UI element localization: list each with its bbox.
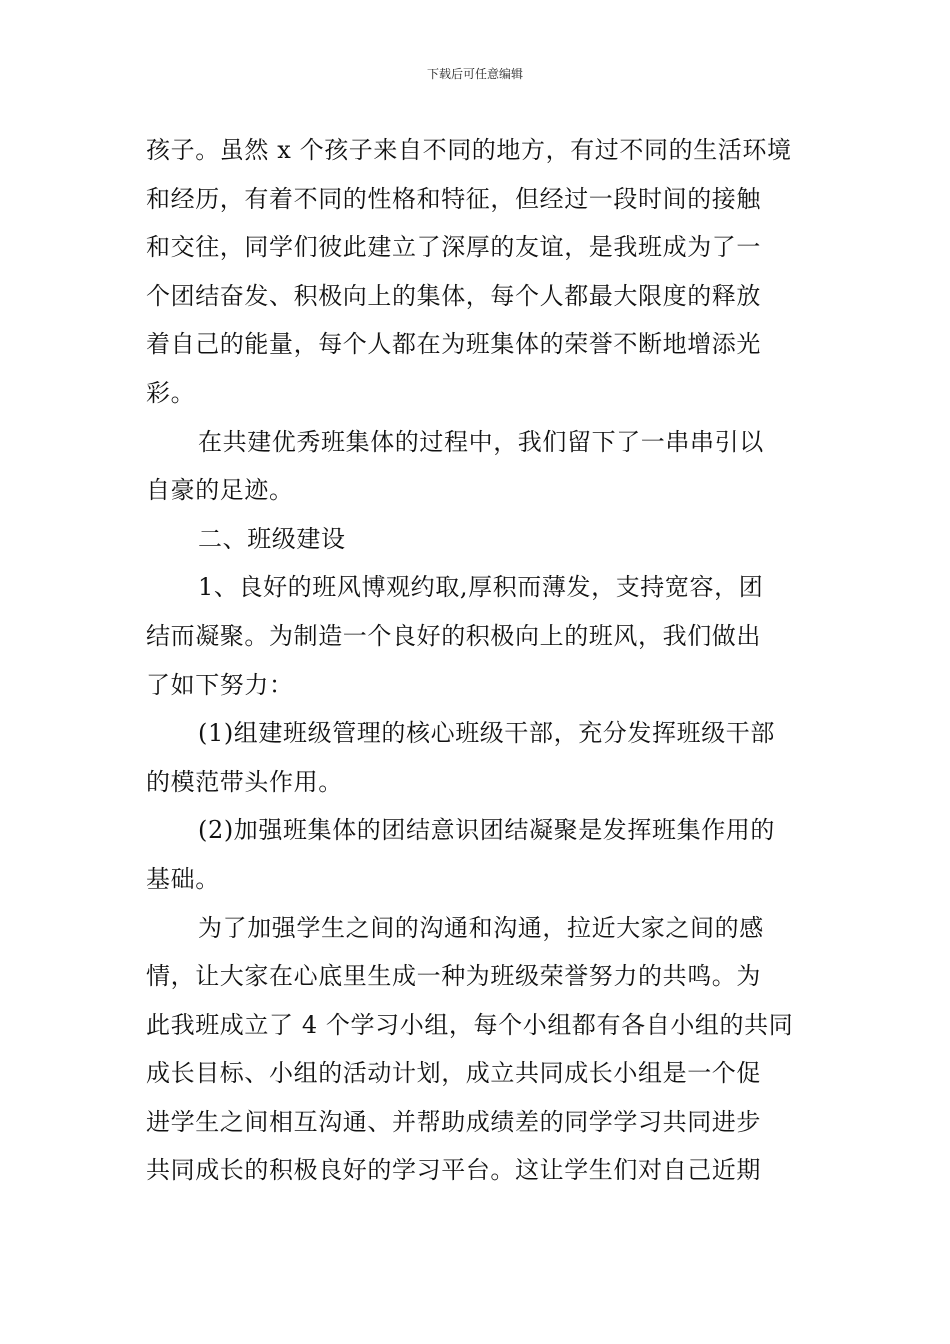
text-line: 孩子。虽然 x 个孩子来自不同的地方，有过不同的生活环境 bbox=[146, 136, 792, 164]
text-line: 了如下努力： bbox=[146, 670, 294, 699]
text-line: 的模范带头作用。 bbox=[146, 767, 343, 796]
paragraph-first-line: (2)加强班集体的团结意识团结凝聚是发挥班集作用的 bbox=[198, 816, 775, 845]
text-line: 进学生之间相互沟通、并帮助成绩差的同学学习共同进步 bbox=[146, 1107, 761, 1136]
text-line: 成长目标、小组的活动计划，成立共同成长小组是一个促 bbox=[146, 1059, 761, 1088]
text-line: 和经历，有着不同的性格和特征，但经过一段时间的接触 bbox=[146, 184, 761, 213]
text-line: 和交往，同学们彼此建立了深厚的友谊，是我班成为了一 bbox=[146, 233, 761, 262]
section-heading: 二、班级建设 bbox=[198, 524, 346, 553]
page-header: 下载后可任意编辑 bbox=[426, 67, 523, 81]
paragraph-first-line: 在共建优秀班集体的过程中，我们留下了一串串引以 bbox=[198, 427, 764, 456]
text-line: 情，让大家在心底里生成一种为班级荣誉努力的共鸣。为 bbox=[146, 962, 761, 991]
text-line: 着自己的能量，每个人都在为班集体的荣誉不断地增添光 bbox=[146, 330, 761, 359]
document-body bbox=[146, 126, 806, 1195]
text-line: 此我班成立了 4 个学习小组，每个小组都有各自小组的共同 bbox=[146, 1010, 794, 1039]
text-line: 基础。 bbox=[146, 864, 220, 893]
paragraph-first-line: 为了加强学生之间的沟通和沟通，拉近大家之间的感 bbox=[198, 913, 764, 942]
paragraph-first-line: (1)组建班级管理的核心班级干部，充分发挥班级干部 bbox=[198, 719, 775, 748]
text-line: 自豪的足迹。 bbox=[146, 476, 294, 505]
text-line: 个团结奋发、积极向上的集体，每个人都最大限度的释放 bbox=[146, 281, 761, 310]
text-line: 结而凝聚。为制造一个良好的积极向上的班风，我们做出 bbox=[146, 621, 761, 650]
text-line: 共同成长的积极良好的学习平台。这让学生们对自己近期 bbox=[146, 1156, 761, 1185]
paragraph-first-line: 1、良好的班风博观约取,厚积而薄发，支持宽容，团 bbox=[198, 573, 764, 602]
text-line: 彩。 bbox=[146, 378, 196, 407]
